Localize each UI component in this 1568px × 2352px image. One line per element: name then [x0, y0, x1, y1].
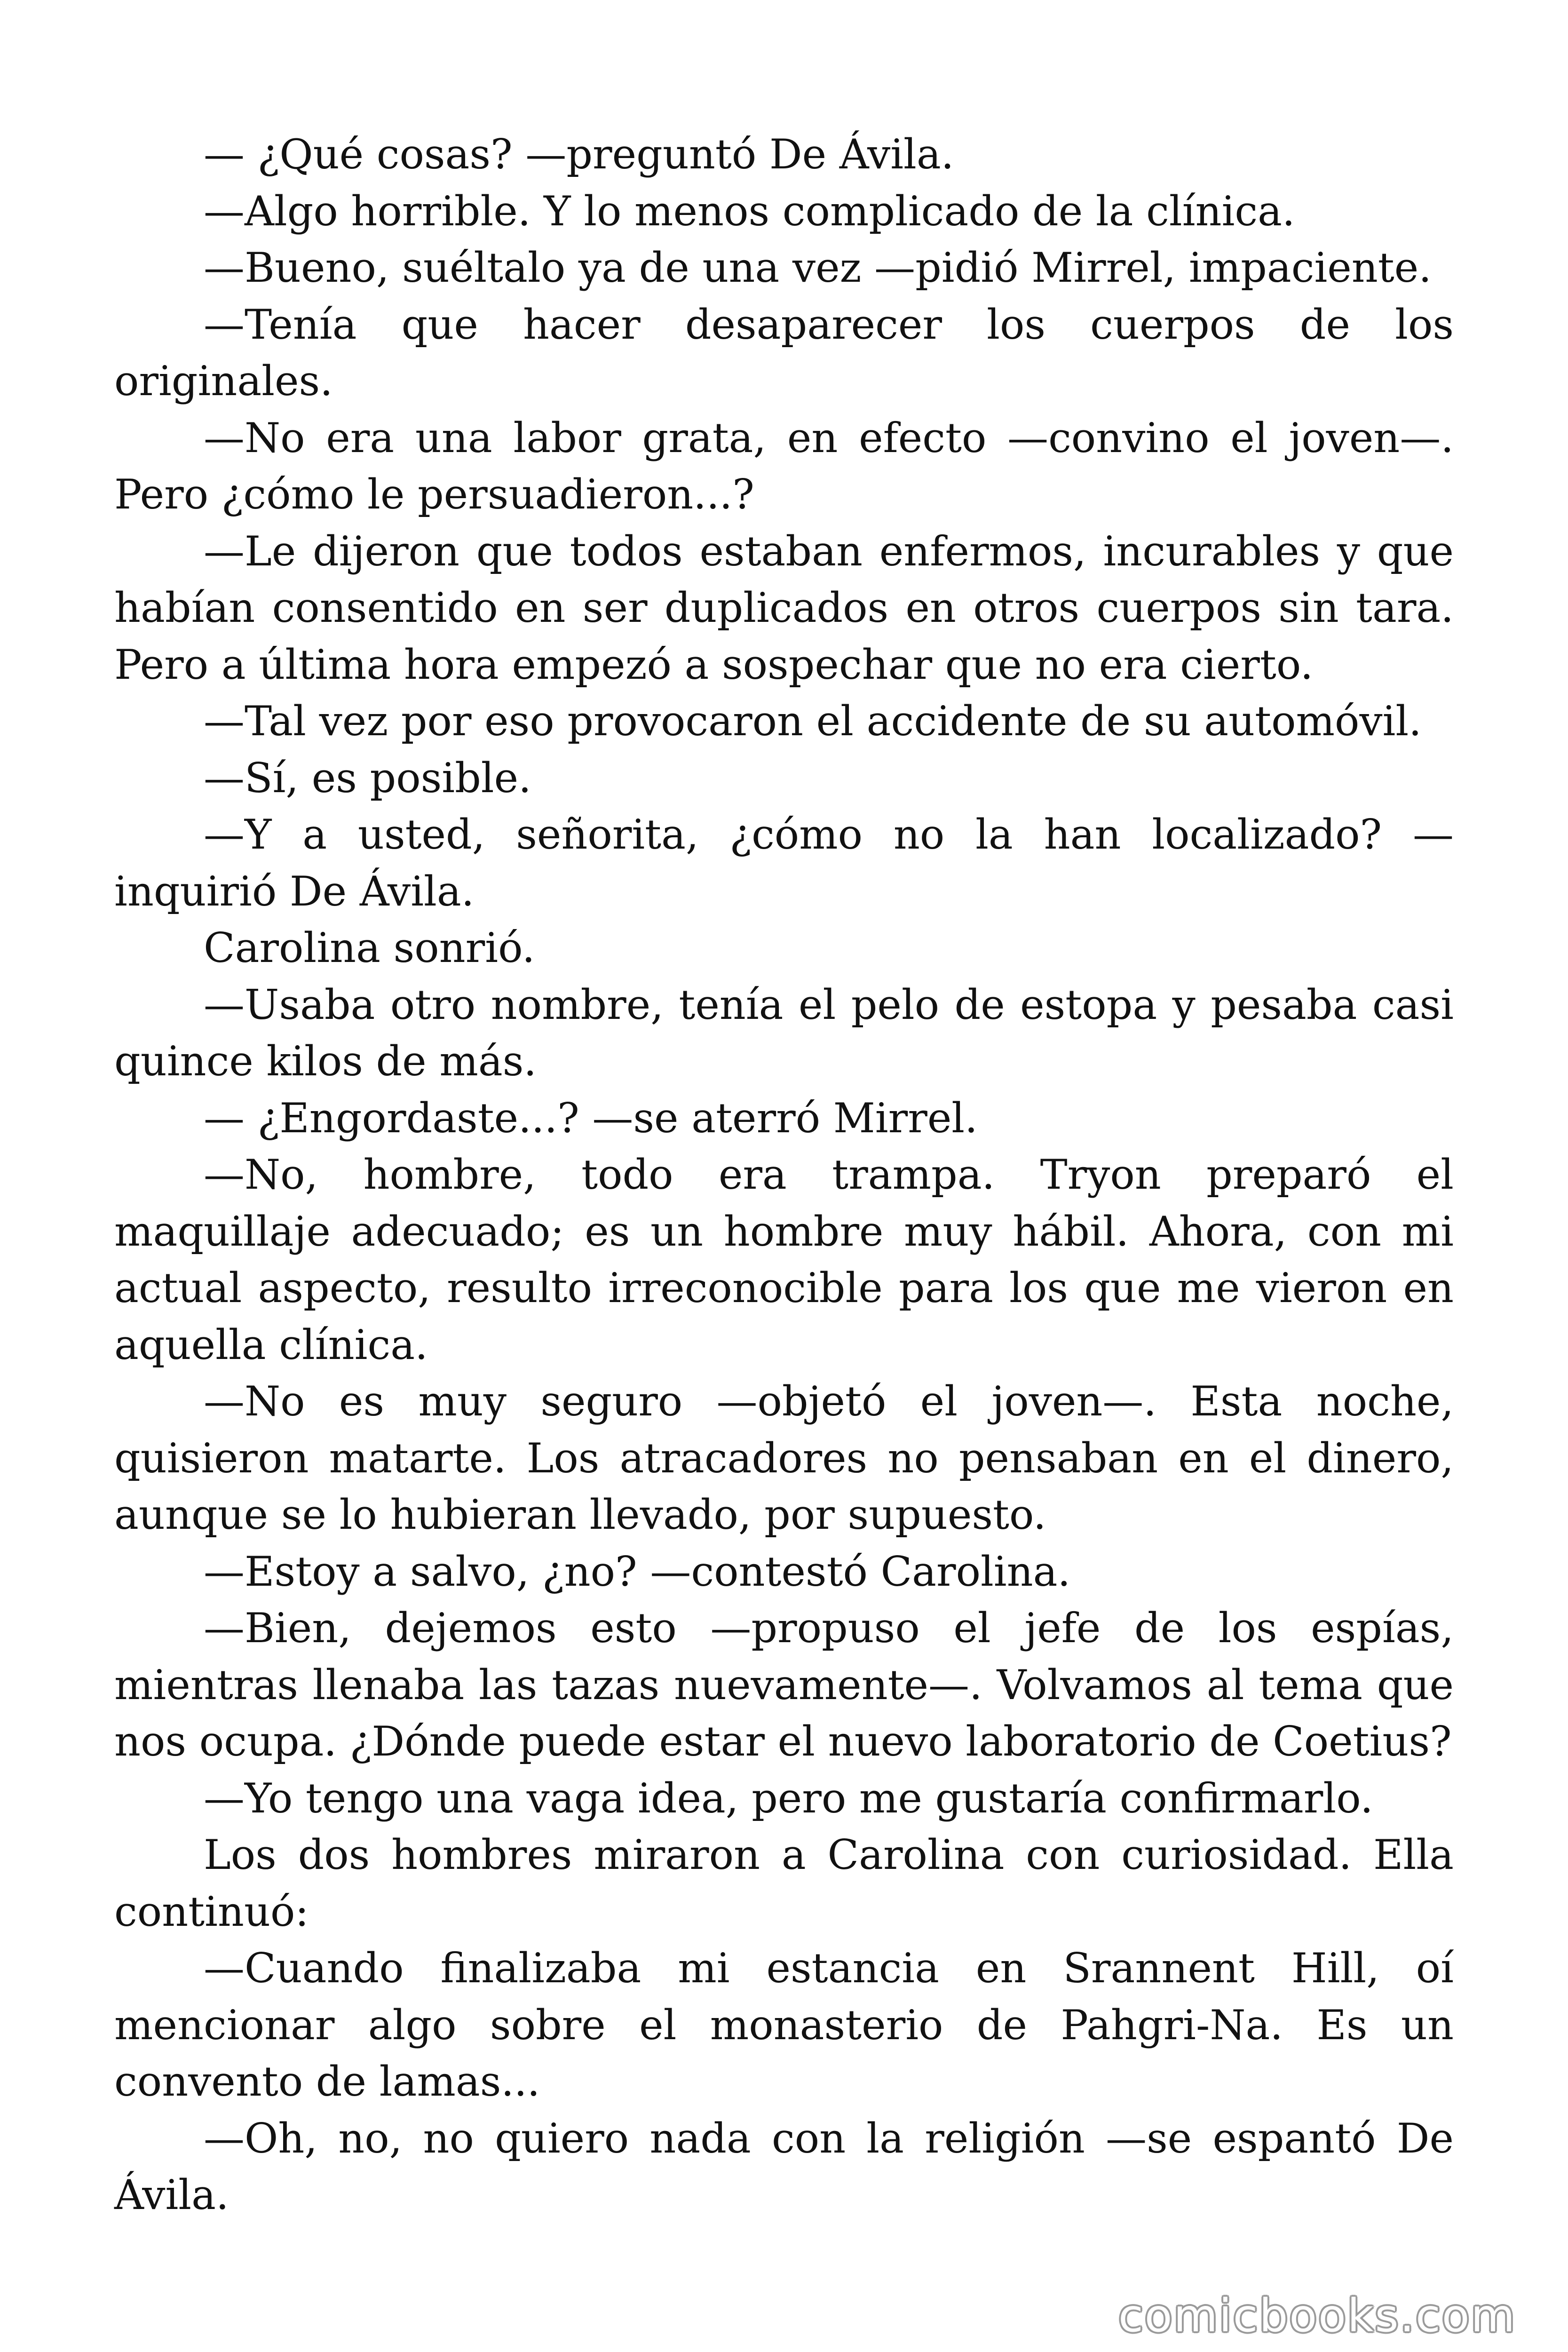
paragraph: — ¿Engordaste...? —se aterró Mirrel.	[204, 1094, 978, 1142]
watermark: comicbooks.com	[1118, 2289, 1516, 2342]
paragraph: —Usaba otro nombre, tenía el pelo de estopa y pesaba casi quince kilos de más.	[114, 980, 1454, 1085]
paragraph: —Sí, es posible.	[204, 754, 531, 802]
paragraph: —No era una labor grata, en efecto —convino el joven—. Pero ¿cómo le persuadieron...?	[114, 413, 1454, 518]
paragraph: —Cuando finalizaba mi estancia en Srannent Hill, oí mencionar algo sobre el monasterio de Pahgri-Na. Es un convento de lamas...	[114, 1944, 1454, 2106]
text-body	[114, 126, 1454, 2224]
paragraph: —Oh, no, no quiero nada con la religión —se espantó De Ávila.	[114, 2114, 1454, 2219]
paragraph: —Y a usted, señorita, ¿cómo no la han localizado? —inquirió De Ávila.	[114, 810, 1454, 915]
paragraph: —Tenía que hacer desaparecer los cuerpos de los originales.	[114, 300, 1454, 405]
paragraph: —Estoy a salvo, ¿no? —contestó Carolina.	[204, 1547, 1071, 1596]
paragraph: —Algo horrible. Y lo menos complicado de la clínica.	[204, 187, 1295, 235]
paragraph: —Yo tengo una vaga idea, pero me gustaría confirmarlo.	[204, 1774, 1373, 1822]
paragraph: —Tal vez por eso provocaron el accidente de su automóvil.	[204, 697, 1422, 745]
paragraph: Carolina sonrió.	[204, 924, 535, 972]
paragraph: Los dos hombres miraron a Carolina con curiosidad. Ella continuó:	[114, 1831, 1454, 1936]
paragraph: — ¿Qué cosas? —preguntó De Ávila.	[204, 130, 954, 178]
paragraph: —Le dijeron que todos estaban enfermos, incurables y que habían consentido en ser duplicados en otros cuerpos sin tara. Pero a última hora empezó a sospechar que no era cierto.	[114, 527, 1454, 689]
paragraph: —No es muy seguro —objetó el joven—. Esta noche, quisieron matarte. Los atracadores no pensaban en el dinero, aunque se lo hubieran llevado, por supuesto.	[114, 1377, 1454, 1539]
paragraph: —Bien, dejemos esto —propuso el jefe de los espías, mientras llenaba las tazas nuevamente—. Volvamos al tema que nos ocupa. ¿Dónde puede estar el nuevo laboratorio de Coetius?	[114, 1604, 1454, 1765]
paragraph: —No, hombre, todo era trampa. Tryon preparó el maquillaje adecuado; es un hombre muy hábil. Ahora, con mi actual aspecto, resulto irreconocible para los que me vieron en aquella clínica.	[114, 1151, 1454, 1369]
paragraph: —Bueno, suéltalo ya de una vez —pidió Mirrel, impaciente.	[204, 244, 1432, 292]
